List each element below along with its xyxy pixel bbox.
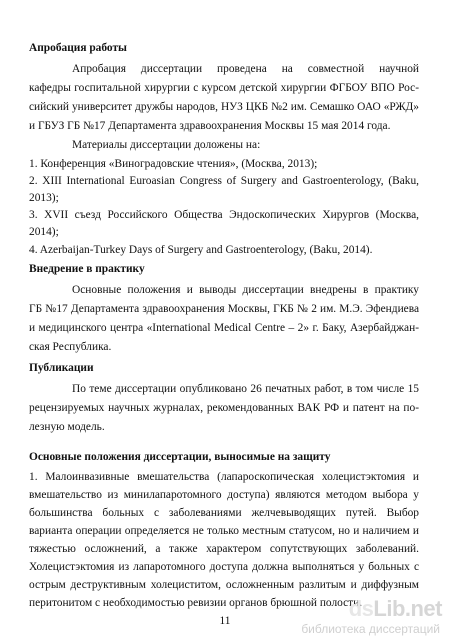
paragraph-line: вмешательство из минилапаротомного доступа) являются методом выбора у [29,489,419,501]
paragraph-line: и ГБУЗ ГБ №17 Департамента здравоохранения Москвы 15 мая 2014 года. [29,120,391,133]
paragraph-line: острым деструктивным холециститом, осложненным разлитым и диффузным [29,579,419,591]
watermark-caption: библиотека диссертаций [301,622,440,636]
watermark-logo-libnet: Lib.net [373,596,442,621]
list-item: 4. Azerbaijan-Turkey Days of Surgery and Gastroenterology, (Baku, 2014). [29,243,373,256]
paragraph-line: варианта операции определяется не только местным статусом, но и наличием и [29,525,419,537]
paragraph-line: лезную модель. [29,421,105,434]
paragraph-line: и медицинского центра «International Medical Centre – 2» г. Баку, Азербайджан- [29,321,419,334]
list-item-continuation: 2014); [29,226,59,239]
paragraph-line: сийский университет дружбы народов, НУЗ ЦКБ №2 им. Семашко ОАО «РЖД» [29,101,419,114]
paragraph-line: кафедры госпитальной хирургии с курсом детской хирургии ФГБОУ ВПО Рос- [29,82,419,95]
section-heading-publications: Публикации [29,361,94,374]
list-item: 2. XIII International Euroasian Congress of Surgery and Gastroenterology, (Baku, [29,174,419,187]
page-number: 11 [219,615,231,627]
list-item: 3. XVII съезд Российского Общества Эндоскопических Хирургов (Москва, [29,209,419,222]
paragraph-line: Апробация диссертации проведена на совместной научной [72,63,419,76]
paragraph-line: большинства больных с заболеваниями желчевыводящих путей. Выбор [29,507,419,519]
paragraph-line: 1. Малоинвазивные вмешательства (лапароскопическая холецистэктомия и [29,471,419,483]
paragraph-line: Холецистэктомия из лапаротомного доступа должна выполняться у больных с [29,561,419,573]
paragraph-line: ГБ №17 Департамента здравоохранения Москвы, ГКБ № 2 им. М.Э. Эфендиева [29,302,419,315]
watermark-logo-ds: ds [348,596,374,621]
section-heading-main-provisions: Основные положения диссертации, выносимые на защиту [29,451,331,463]
watermark [282,598,442,634]
paragraph-line: Основные положения и выводы диссертации внедрены в практику [72,283,419,296]
paragraph-line: рецензируемых научных журналах, рекомендованных ВАК РФ и патент на по- [29,402,419,415]
list-item-continuation: 2013); [29,192,59,204]
paragraph-line: тяжестью осложнений, а также характером сопутствующих заболеваний. [29,543,419,555]
section-heading-implementation: Внедрение в практику [29,262,145,275]
watermark-logo [349,598,442,620]
paragraph-line: перитонитом с необходимостью ревизии органов брюшной полости. [29,597,363,609]
section-heading-approbation: Апробация работы [29,42,127,55]
list-item: 1. Конференция «Виноградовские чтения», (Москва, 2013); [29,157,318,170]
paragraph-line: ская Республика. [29,340,112,353]
paragraph-line: Материалы диссертации доложены на: [72,139,261,152]
paragraph-line: По теме диссертации опубликовано 26 печатных работ, в том числе 15 [72,383,419,395]
